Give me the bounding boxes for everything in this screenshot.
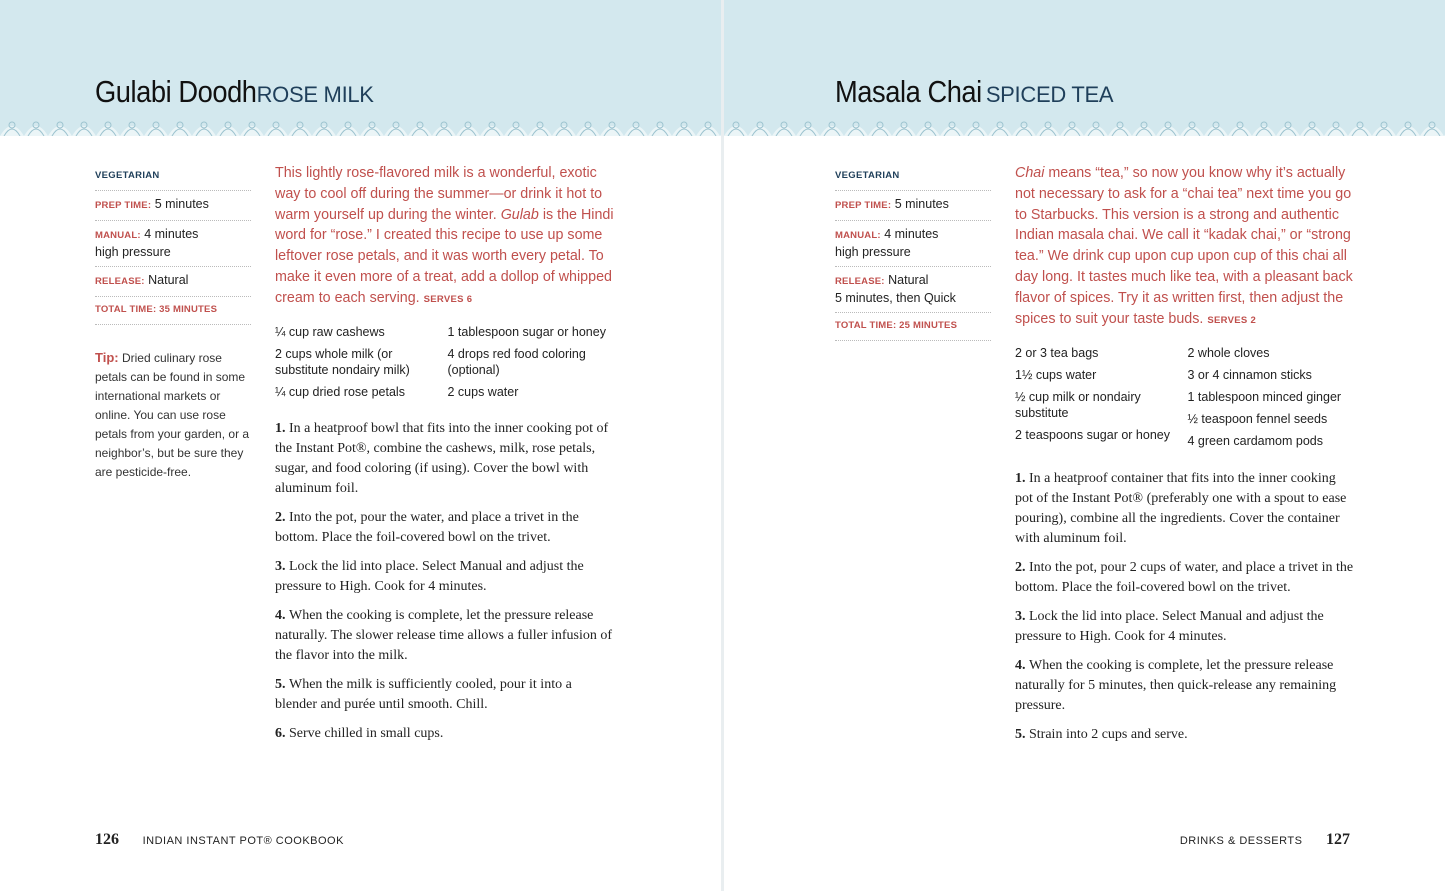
header-band <box>724 0 1445 136</box>
lace-border-ornament <box>0 114 721 136</box>
total-time: TOTAL TIME: 35 MINUTES <box>95 297 251 325</box>
step-text: In a heatproof container that fits into the inner cooking pot of the Instant Pot® (preferably one with a spout to ease pouring), combine all the ingredients. Cover the container with aluminum foil. <box>1015 471 1347 546</box>
ingredients-column-1 <box>1015 346 1188 456</box>
recipe-intro <box>1015 163 1360 331</box>
ingredient-item: ¼ cup dried rose petals <box>275 384 405 399</box>
ingredients-list <box>1015 346 1360 456</box>
ingredients-column-2 <box>448 325 621 407</box>
instruction-step <box>1015 656 1355 716</box>
instruction-step <box>1015 725 1355 745</box>
step-text: When the cooking is complete, let the pressure release naturally. The slower release time allows a fuller infusion of the flavor into the milk. <box>275 608 613 663</box>
instruction-step <box>275 557 615 597</box>
step-text: Lock the lid into place. Select Manual and adjust the pressure to High. Cook for 4 minutes. <box>275 559 584 594</box>
ingredient-item: 1½ cups water <box>1015 368 1097 382</box>
manual-label: MANUAL: <box>95 230 141 241</box>
prep-time <box>95 191 251 221</box>
intro-text: This lightly rose-flavored milk is a wonderful, exotic way to cool off during the summer—or drink it hot to warm yourself up during the winter. <box>275 165 603 223</box>
ingredient-item: 2 cups whole milk (or substitute nondairy milk) <box>275 347 410 377</box>
instruction-step <box>1015 469 1355 549</box>
manual-time <box>95 221 251 267</box>
step-number: 4. <box>1015 658 1029 673</box>
intro-emphasis: Gulab <box>500 206 539 223</box>
page-footer <box>95 831 344 849</box>
book-title: INDIAN INSTANT POT® COOKBOOK <box>142 835 344 847</box>
step-text: In a heatproof bowl that fits into the inner cooking pot of the Instant Pot®, combine the cashews, milk, rose petals, sugar, and food coloring (if using). Cover the bowl with aluminum foil. <box>275 421 609 496</box>
release-value: Natural <box>148 273 189 287</box>
instruction-step <box>275 606 615 666</box>
instruction-step <box>275 419 615 499</box>
intro-text-cont: is the Hindi word for “rose.” I created this recipe to use up some leftover rose petals, and it was worth every petal. To make it even more of a treat, add a dollop of whipped cream to each serving. <box>275 206 614 306</box>
step-number: 2. <box>1015 560 1029 575</box>
release-label: RELEASE: <box>835 276 885 287</box>
right-page <box>724 0 1445 891</box>
step-text: Into the pot, pour the water, and place a trivet in the bottom. Place the foil-covered bowl on the trivet. <box>275 510 579 545</box>
intro-emphasis: Chai <box>1015 165 1045 181</box>
prep-time <box>835 191 991 221</box>
ingredient-item: 2 or 3 tea bags <box>1015 346 1099 360</box>
serves-count: SERVES 2 <box>1207 314 1257 326</box>
instruction-step <box>1015 607 1355 647</box>
step-number: 5. <box>275 677 289 692</box>
ingredient-item: 4 green cardamom pods <box>1187 434 1323 448</box>
left-page <box>0 0 721 891</box>
ingredient-item: 3 or 4 cinnamon sticks <box>1187 368 1312 382</box>
total-time: TOTAL TIME: 25 MINUTES <box>835 313 991 341</box>
release-detail: 5 minutes, then Quick <box>835 291 956 305</box>
step-text: When the milk is sufficiently cooled, pour it into a blender and purée until smooth. Chill. <box>275 677 572 712</box>
release-method <box>95 267 251 297</box>
step-number: 1. <box>275 421 289 436</box>
page-number: 127 <box>1326 831 1350 848</box>
ingredients-column-2 <box>1188 346 1361 456</box>
ingredient-item: 2 cups water <box>447 384 519 399</box>
step-text: Serve chilled in small cups. <box>289 726 444 741</box>
release-value: Natural <box>888 273 929 287</box>
instruction-step <box>275 675 615 715</box>
recipe-title-english: SPICED TEA <box>985 82 1114 107</box>
vegetarian-label: VEGETARIAN <box>835 166 991 191</box>
manual-label: MANUAL: <box>835 230 881 241</box>
recipe-title-main: Gulabi Doodh <box>95 74 257 109</box>
step-text: When the cooking is complete, let the pressure release naturally for 5 minutes, then quick-release any remaining pressure. <box>1015 658 1337 713</box>
instruction-step <box>1015 558 1355 598</box>
serves-count: SERVES 6 <box>423 293 473 305</box>
step-number: 3. <box>275 559 289 574</box>
step-number: 2. <box>275 510 289 525</box>
step-number: 3. <box>1015 609 1029 624</box>
prep-time-value: 5 minutes <box>154 197 209 211</box>
recipe-intro <box>275 163 620 311</box>
step-number: 1. <box>1015 471 1029 486</box>
manual-value: 4 minutes <box>144 227 199 241</box>
ingredients-column-1 <box>275 325 448 407</box>
instructions <box>1015 469 1355 754</box>
page-footer <box>1180 831 1350 849</box>
prep-time-label: PREP TIME: <box>95 200 152 211</box>
manual-pressure: high pressure <box>835 245 911 259</box>
lace-border-ornament <box>724 114 1445 136</box>
step-text: Lock the lid into place. Select Manual and adjust the pressure to High. Cook for 4 minutes. <box>1015 609 1324 644</box>
section-title: DRINKS & DESSERTS <box>1179 835 1303 847</box>
ingredient-item: ¼ cup raw cashews <box>275 325 385 339</box>
tip-label: Tip: <box>95 350 119 365</box>
step-text: Into the pot, pour 2 cups of water, and place a trivet in the bottom. Place the foil-covered bowl on the trivet. <box>1015 560 1354 595</box>
step-text: Strain into 2 cups and serve. <box>1029 727 1188 742</box>
intro-text: means “tea,” so now you know why it’s actually not necessary to ask for a “chai tea” next time you go to Starbucks. This version is a strong and authentic Indian masala chai. We call it “kadak chai,” or “strong tea.” We drink cup upon cup upon cup of this chai all day long. It tastes much like tea, with a pleasant back flavor of spices. Try it as written first, then adjust the spices to suit your taste buds. <box>1015 165 1353 327</box>
prep-time-value: 5 minutes <box>894 197 949 211</box>
ingredient-item: 1 tablespoon minced ginger <box>1187 390 1342 404</box>
header-band <box>0 0 721 136</box>
manual-value: 4 minutes <box>884 227 939 241</box>
instruction-step <box>275 508 615 548</box>
ingredients-list <box>275 325 620 407</box>
manual-time <box>835 221 991 267</box>
vegetarian-label: VEGETARIAN <box>95 166 251 191</box>
instructions <box>275 419 615 753</box>
ingredient-item: 4 drops red food coloring (optional) <box>447 347 586 377</box>
release-label: RELEASE: <box>95 276 145 287</box>
manual-pressure: high pressure <box>95 245 171 259</box>
recipe-title-main: Masala Chai <box>835 74 982 109</box>
step-number: 5. <box>1015 727 1029 742</box>
recipe-info-sidebar <box>835 166 991 341</box>
tip-text: Dried culinary rose petals can be found in some international markets or online. You can use rose petals from your garden, or a neighbor’s, but be sure they are pesticide-free. <box>95 351 250 479</box>
recipe-title <box>835 74 1113 110</box>
recipe-title-english: ROSE MILK <box>256 82 374 107</box>
step-number: 6. <box>275 726 289 741</box>
ingredient-item: ½ teaspoon fennel seeds <box>1187 412 1328 426</box>
ingredient-item: ½ cup milk or nondairy substitute <box>1015 390 1141 420</box>
prep-time-label: PREP TIME: <box>835 200 892 211</box>
tip-box <box>95 348 251 482</box>
instruction-step <box>275 724 615 744</box>
recipe-title <box>95 74 374 110</box>
step-number: 4. <box>275 608 289 623</box>
ingredient-item: 1 tablespoon sugar or honey <box>447 325 606 339</box>
page-number: 126 <box>95 831 119 848</box>
recipe-info-sidebar <box>95 166 251 325</box>
ingredient-item: 2 teaspoons sugar or honey <box>1015 427 1170 442</box>
ingredient-item: 2 whole cloves <box>1187 346 1270 360</box>
release-method <box>835 267 991 313</box>
